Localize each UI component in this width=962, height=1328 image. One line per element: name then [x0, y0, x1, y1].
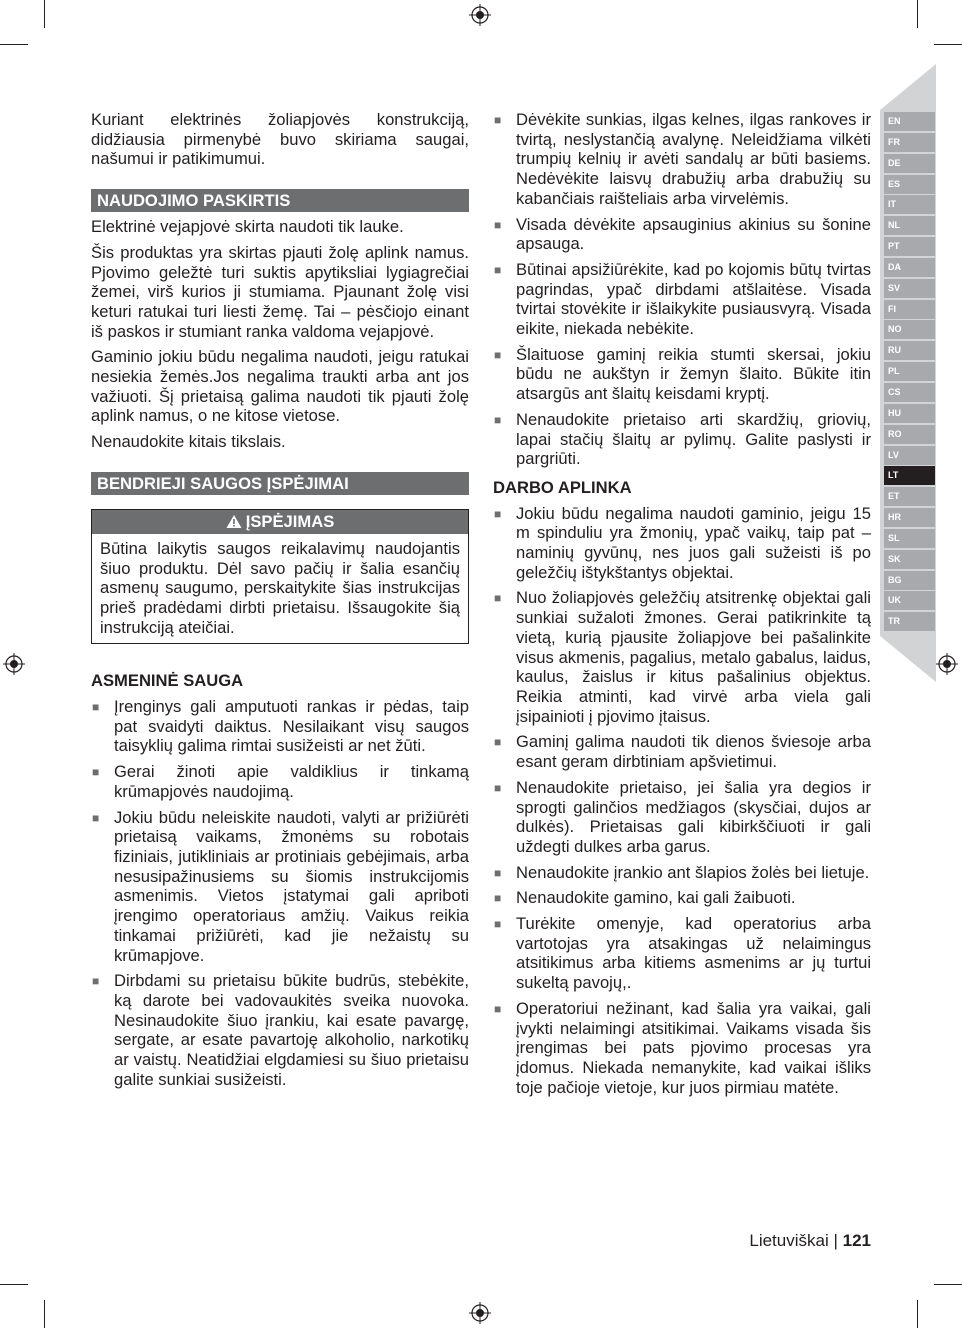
list-item-text: Operatoriui nežinant, kad šalia yra vaikai, gali įvykti nelaimingi atsitikimai. Vaikams visada šis įrengimas bei pats pjovimo procesas yra įdomus. Niekada nemanykite, kad vaikai išliks toje pačioje vietoje, kur juos pirmiau matėte.: [516, 998, 871, 1097]
crop-mark: [934, 1284, 962, 1285]
language-tab-de[interactable]: DE: [884, 154, 935, 173]
list-item-text: Nenaudokite prietaiso, jei šalia yra degios ir sprogti galinčios medžiagos (skysčiai, dujos ar dulkės). Prietaisas gali kibirkščiuoti ir gali uždegti dulkes arba garus.: [516, 777, 871, 856]
right-column: [493, 110, 871, 1103]
usage-paragraph: Šis produktas yra skirtas pjauti žolę aplink namus. Pjovimo geležtė turi suktis apytiksliai lygiagrečiai žemei, virš kurios ji stumiama. Pjaunant žolę visi keturi ratukai turi liesti žemę. Tai – pėsčiojo einant iš paskos ir stumiant ranka valdoma vejapjovė.: [91, 242, 469, 341]
language-tab-ru[interactable]: RU: [884, 341, 935, 360]
language-tab-uk[interactable]: UK: [884, 591, 935, 610]
list-item-text: Dirbdami su prietaisu būkite budrūs, stebėkite, ką darote bei vadovaukitės sveika nuovoka. Nesinaudokite šiuo įrankiu, kai esate pavargę, sergate, ar esate pavartoję alkoholio, narkotikų ar vaistų. Neatidžiai elgdamiesi su šiuo prietaisu galite sunkiai susižeisti.: [114, 971, 469, 1089]
crop-mark: [934, 44, 962, 45]
language-tab-bg[interactable]: BG: [884, 571, 935, 590]
list-item: [493, 345, 871, 404]
list-item: [493, 914, 871, 993]
usage-section: [91, 217, 469, 452]
usage-paragraph: Elektrinė vejapjovė skirta naudoti tik lauke.: [91, 217, 404, 237]
warning-title-bar: [92, 510, 468, 534]
list-item-text: Nenaudokite įrankio ant šlapios žolės bei lietuje.: [516, 862, 870, 882]
crop-mark: [44, 1300, 45, 1328]
square-bullet-icon: ■: [92, 974, 100, 989]
list-item: [493, 504, 871, 583]
footer-separator: |: [833, 1231, 838, 1250]
square-bullet-icon: ■: [494, 891, 502, 906]
list-item: [493, 588, 871, 726]
page-footer: [749, 1231, 871, 1251]
list-item: [493, 863, 871, 883]
square-bullet-icon: ■: [92, 700, 100, 715]
square-bullet-icon: ■: [92, 765, 100, 780]
square-bullet-icon: ■: [92, 810, 100, 825]
list-item-text: Įrenginys gali amputuoti rankas ir pėdas, taip pat svaidyti daiktus. Nesilaikant visų saugos taisyklių galima rimtai susižeisti ar net žūti.: [114, 697, 469, 756]
list-item: [91, 762, 469, 801]
square-bullet-icon: ■: [494, 917, 502, 932]
warning-triangle-icon: [226, 514, 242, 529]
language-tab-sv[interactable]: SV: [884, 279, 935, 298]
list-item: [493, 260, 871, 339]
list-item: [91, 697, 469, 756]
language-tab-fr[interactable]: FR: [884, 133, 935, 152]
work-area-list: [493, 504, 871, 1098]
language-tab-pt[interactable]: PT: [884, 237, 935, 256]
crop-mark: [917, 1300, 918, 1328]
crop-mark: [44, 0, 45, 28]
personal-safety-list: [91, 697, 469, 1089]
language-tab-hu[interactable]: HU: [884, 404, 935, 423]
language-tab-no[interactable]: NO: [884, 320, 935, 339]
language-tab-it[interactable]: IT: [884, 195, 935, 214]
square-bullet-icon: ■: [494, 865, 502, 880]
list-item-text: Jokiu būdu neleiskite naudoti, valyti ar prižiūrėti prietaisą vaikams, žmonėms su robotais fiziniais, jutikliniais ar protiniais gebėjimais, arba nesusipažinusiems su šiomis instrukcijomis asmenimis. Vietos įstatymai gali apriboti įrengimo operatoriaus amžių. Vaikus reikia tinkamai prižiūrėti, kad jie nežaistų su krūmapjove.: [114, 807, 469, 965]
usage-paragraph: Gaminio jokiu būdu negalima naudoti, jeigu ratukai nesiekia žemės.Jos negalima traukti arba ant jos važiuoti. Šį prietaisą galima naudoti tik pjauti žolę aplink namus, o ne kitose vietose.: [91, 347, 469, 426]
list-item-text: Dėvėkite sunkias, ilgas kelnes, ilgas rankoves ir tvirtą, neslystančią avalynę. Neleidžiama vilkėti trumpių kelnių ir avėti sandalų ar būti basiems. Nedėvėkite laisvų drabužių arba drabužių su kabančiais raišteliais arba virvelėmis.: [516, 110, 871, 208]
language-tab-lt[interactable]: LT: [884, 466, 935, 485]
list-item-text: Nenaudokite gamino, kai gali žaibuoti.: [516, 888, 796, 908]
list-item: [91, 808, 469, 966]
square-bullet-icon: ■: [494, 217, 502, 232]
general-warnings-heading: BENDRIEJI SAUGOS ĮSPĖJIMAI: [91, 472, 469, 495]
list-item: [91, 971, 469, 1089]
language-tab-sl[interactable]: SL: [884, 529, 935, 548]
language-tab-es[interactable]: ES: [884, 175, 935, 194]
square-bullet-icon: ■: [494, 113, 502, 127]
list-item: [493, 215, 871, 254]
list-item-text: Visada dėvėkite apsauginius akinius su šonine apsauga.: [516, 214, 871, 254]
list-item: [493, 732, 871, 771]
list-item-text: Nuo žoliapjovės geležčių atsitrenkę objektai gali sunkiai sužaloti žmones. Gerai patikrinkite tą vietą, kurią pjausite žoliapjove bei pašalinkite visus akmenis, pagalius, metalo gabalus, laidus, kaulus, žaislus ir kitus pašalinius objektus. Reikia atminti, kad virvė arba viela gali įsipainioti į pjovimo įtaisus.: [516, 588, 871, 726]
registration-mark-icon: [3, 653, 25, 675]
square-bullet-icon: ■: [494, 412, 502, 427]
list-item: [493, 778, 871, 857]
list-item-text: Turėkite omenyje, kad operatorius arba vartotojas yra atsakingas už nelaimingus atsitikimus arba kitiems asmenims ar jų turtui sukeltą pavojų,.: [516, 914, 871, 993]
list-item-text: Būtinai apsižiūrėkite, kad po kojomis būtų tvirtas pagrindas, ypač dirbdami atšlaitėse. Visada tvirtai stovėkite ir išlaikykite pusiausvyrą. Visada eikite, niekada nebėkite.: [516, 259, 871, 339]
crop-mark: [0, 44, 28, 45]
language-tab-da[interactable]: DA: [884, 258, 935, 277]
square-bullet-icon: ■: [494, 780, 502, 795]
footer-language: Lietuviškai: [749, 1231, 829, 1250]
warning-title: ĮSPĖJIMAS: [245, 511, 335, 531]
language-tab-fi[interactable]: FI: [884, 300, 935, 319]
warning-text: Būtina laikytis saugos reikalavimų naudojantis šiuo produktu. Dėl savo pačių ir šalia esančių asmenų saugumo, perskaitykite šias instrukcijas prieš pradėdami dirbti prietaisu. Išsaugokite šią instrukciją ateičiai.: [100, 538, 460, 637]
language-tab-et[interactable]: ET: [884, 487, 935, 506]
language-tab-lv[interactable]: LV: [884, 446, 935, 465]
page-number: 121: [842, 1231, 871, 1250]
language-tab-en[interactable]: EN: [884, 112, 935, 131]
crop-mark: [0, 1284, 28, 1285]
square-bullet-icon: ■: [494, 347, 502, 362]
language-tab-hr[interactable]: HR: [884, 508, 935, 527]
left-column: [91, 110, 469, 1095]
square-bullet-icon: ■: [494, 1001, 502, 1016]
language-tab-tr[interactable]: TR: [884, 612, 935, 631]
language-tab-ro[interactable]: RO: [884, 425, 935, 444]
usage-heading: NAUDOJIMO PASKIRTIS: [91, 189, 469, 212]
square-bullet-icon: ■: [494, 735, 502, 750]
registration-mark-icon: [936, 653, 958, 675]
list-item: [493, 110, 871, 209]
list-item: [493, 410, 871, 469]
list-item-text: Jokiu būdu negalima naudoti gaminio, jeigu 15 m spinduliu yra žmonių, ypač vaikų, taip pat – naminių gyvūnų, nes juos gali sužeisti iš po geležčių ištykštantys objektai.: [516, 503, 871, 582]
list-item-text: Gerai žinoti apie valdiklius ir tinkamą krūmapjovės naudojimą.: [114, 762, 469, 801]
list-item: [493, 999, 871, 1098]
registration-mark-icon: [469, 1302, 491, 1324]
personal-safety-list-continued: [493, 110, 871, 469]
list-item: [493, 888, 871, 908]
registration-mark-icon: [469, 4, 491, 26]
usage-paragraph: Nenaudokite kitais tikslais.: [91, 432, 286, 452]
language-tab-nl[interactable]: NL: [884, 216, 935, 235]
square-bullet-icon: ■: [494, 591, 502, 606]
square-bullet-icon: ■: [494, 506, 502, 521]
square-bullet-icon: ■: [494, 262, 502, 277]
language-tabs: [884, 112, 935, 633]
list-item-text: Gaminį galima naudoti tik dienos šviesoje arba esant geram dirbtiniam apšvietimui.: [516, 732, 871, 772]
work-area-heading: DARBO APLINKA: [493, 477, 632, 497]
language-tab-sk[interactable]: SK: [884, 550, 935, 569]
language-tab-cs[interactable]: CS: [884, 383, 935, 402]
list-item-text: Šlaituose gaminį reikia stumti skersai, jokiu būdu ne aukštyn ir žemyn šlaito. Būkite itin atsargūs ant šlaitų keisdami kryptį.: [516, 344, 871, 404]
personal-safety-heading: ASMENINĖ SAUGA: [91, 671, 244, 691]
language-tab-pl[interactable]: PL: [884, 362, 935, 381]
crop-mark: [917, 0, 918, 28]
list-item-text: Nenaudokite prietaiso arti skardžių, griovių, lapai stačių šlaitų ar pylimų. Galite paslysti ir pargriūti.: [516, 409, 871, 469]
warning-box: [91, 509, 469, 645]
intro-paragraph: Kuriant elektrinės žoliapjovės konstrukciją, didžiausia pirmenybė buvo skiriama saugai, našumui ir patikimumui.: [91, 110, 469, 169]
